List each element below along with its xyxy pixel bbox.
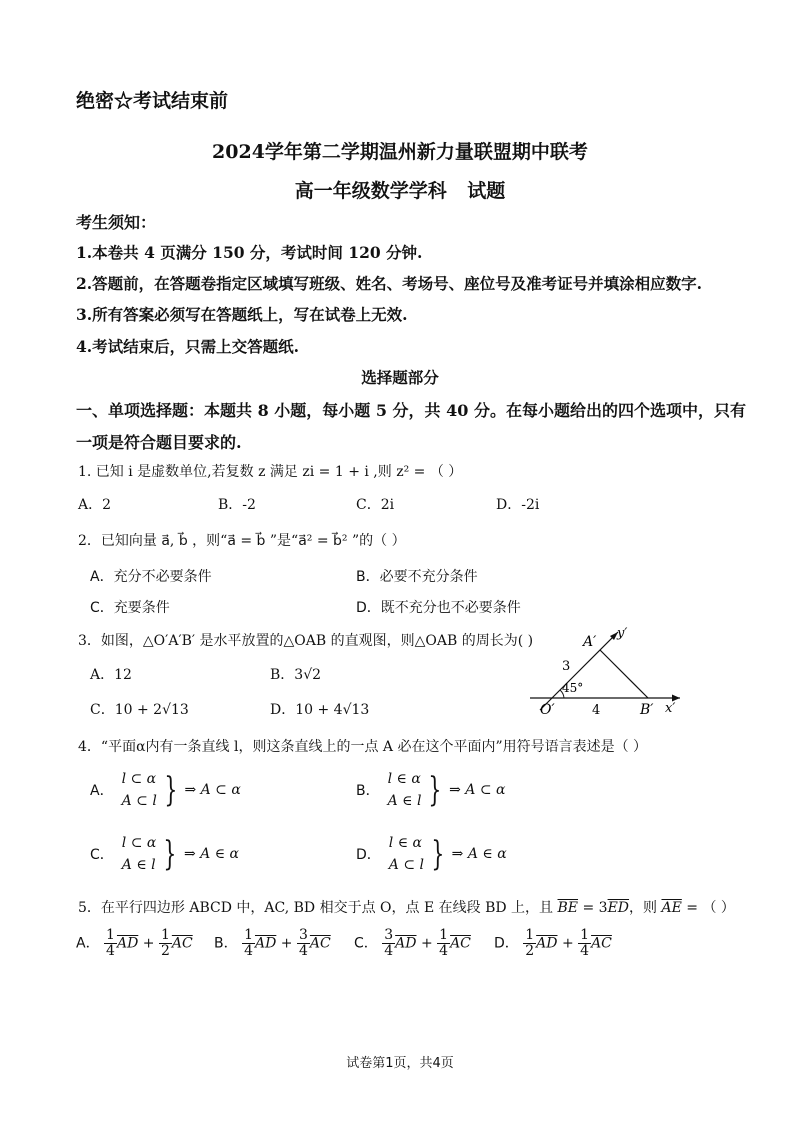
q4-option-b-label: B． (356, 783, 380, 799)
notice-item-1: 1.本卷共 4 页满分 150 分，考试时间 120 分钟. (76, 243, 423, 262)
q5-option-a-coef2: $\frac{1}{2}$ (160, 927, 170, 959)
q4-option-b-bottom: A ∈ l (387, 793, 422, 809)
part1-instruction-line1: 一、单项选择题：本题共 8 小题，每小题 5 分，共 40 分。在每小题给出的四个选项中，只有 (76, 401, 746, 420)
q3-figure (520, 620, 690, 720)
q3-option-d: D．10 + 4√13 (270, 702, 370, 718)
q5-option-d-coef2: $\frac{1}{4}$ (580, 927, 590, 959)
notice-item-4: 4.考试结束后，只需上交答题纸. (76, 337, 300, 356)
section-title: 选择题部分 (361, 368, 439, 387)
q4-option-a-result: ⇒ A ⊂ α (184, 782, 241, 798)
q5-option-d-vec2: $\overline{AC}$ (591, 935, 612, 952)
q5-stem (78, 897, 735, 917)
q4-option-a (90, 768, 241, 812)
q5-option-c-label: C． (354, 935, 378, 952)
q4-option-b-result: ⇒ A ⊂ α (449, 782, 506, 798)
q4-option-d-result: ⇒ A ∈ α (451, 846, 507, 862)
confidential-mark: 绝密☆考试结束前 (76, 90, 229, 112)
q5-option-a (76, 928, 193, 959)
q5-option-c (354, 928, 471, 959)
q5-option-b-coef2: $\frac{3}{4}$ (298, 927, 308, 959)
q4-option-c-top: l ⊂ α (121, 835, 157, 851)
q3-option-b: B．3√2 (270, 667, 322, 683)
q4-option-a-top: l ⊂ α (121, 771, 157, 787)
q4-option-c (90, 832, 239, 876)
q5-option-c-coef1: $\frac{3}{4}$ (384, 927, 394, 959)
exam-title: 2024学年第二学期温州新力量联盟期中联考 (212, 141, 588, 163)
page-footer: 试卷第1页，共4页 (346, 1056, 454, 1071)
q4-option-b-conditions (388, 768, 422, 812)
q1-option-c: C．2i (356, 497, 395, 513)
q4-option-a-conditions (122, 768, 157, 812)
q5-option-d-vec1: $\overline{AD}$ (536, 935, 558, 952)
q5-option-d-label: D． (494, 935, 519, 952)
q5-option-a-vec1: $\overline{AD}$ (116, 935, 139, 952)
label-angle: 45° (562, 681, 584, 695)
brace-icon: } (431, 834, 445, 874)
q2-option-b: B．必要不充分条件 (356, 569, 478, 585)
q5-option-c-plus: + (420, 935, 433, 952)
q5-vector-ed: $\overline{ED}$ (607, 900, 630, 916)
q4-option-a-bottom: A ⊂ l (121, 793, 157, 809)
q5-option-a-coef1: $\frac{1}{4}$ (106, 927, 115, 959)
q5-vector-be: $\overline{BE}$ (557, 900, 579, 916)
q2-stem: 2．已知向量 a⃗, b⃗ ，则“a⃗ = b⃗ ”是“a⃗² = b⃗² ”的（ ） (78, 533, 406, 549)
q4-option-d-bottom: A ⊂ l (388, 857, 424, 873)
q5-eq-mid: = 3 (578, 900, 608, 916)
q5-option-a-label: A． (76, 935, 100, 952)
q4-option-b (356, 768, 506, 812)
label-b: B′ (640, 702, 654, 718)
q5-option-c-vec1: $\overline{AD}$ (395, 935, 417, 952)
label-side-ob: 4 (592, 703, 601, 718)
q4-stem: 4．“平面α内有一条直线 l，则这条直线上的一点 A 必在这个平面内”用符号语言表述是（ ） (78, 739, 648, 755)
q5-option-b-vec2: $\overline{AC}$ (309, 935, 331, 952)
q2-option-a: A．充分不必要条件 (90, 569, 212, 585)
q5-option-d-coef1: $\frac{1}{2}$ (525, 927, 535, 959)
q4-option-c-label: C． (90, 847, 114, 863)
q5-option-b-vec1: $\overline{AD}$ (254, 935, 277, 952)
q4-option-c-conditions (122, 832, 157, 876)
label-y: y′ (617, 626, 628, 641)
q5-option-d (494, 928, 612, 959)
q3-option-c: C．10 + 2√13 (90, 702, 189, 718)
brace-icon: } (164, 770, 178, 810)
q5-option-b-plus: + (280, 935, 293, 952)
q2-option-d: D．既不充分也不必要条件 (356, 600, 521, 616)
q1-option-a: A．2 (78, 497, 112, 513)
notice-item-2: 2.答题前，在答题卷指定区域填写班级、姓名、考场号、座位号及准考证号并填涂相应数字. (76, 274, 703, 293)
side-ab (600, 650, 648, 698)
brace-icon: } (163, 834, 177, 874)
q5-option-b-label: B． (214, 935, 238, 952)
q5-stem-post: = （ ） (681, 900, 735, 916)
q1-option-d: D．-2i (496, 497, 540, 513)
q5-option-d-plus: + (561, 935, 574, 952)
q5-stem-mid: ，则 (629, 900, 658, 916)
label-o: O′ (540, 702, 555, 718)
q4-option-c-bottom: A ∈ l (121, 857, 156, 873)
q4-option-c-result: ⇒ A ∈ α (183, 846, 239, 862)
q4-option-a-label: A． (90, 783, 114, 799)
q1-option-b: B．-2 (218, 497, 256, 513)
q3-option-a: A．12 (90, 667, 132, 683)
label-x: x′ (665, 701, 676, 716)
q2-option-c: C．充要条件 (90, 600, 170, 616)
label-a: A′ (583, 634, 597, 650)
q1-stem: 1. 已知 i 是虚数单位,若复数 z 满足 zi = 1 + i ,则 z² = （ ） (78, 464, 463, 480)
q5-vector-ae: $\overline{AE}$ (661, 900, 682, 916)
q5-stem-pre: 5．在平行四边形 ABCD 中，AC, BD 相交于点 O，点 E 在线段 BD 上，且 (78, 900, 554, 916)
label-side-oa: 3 (562, 659, 571, 674)
q5-option-b-coef1: $\frac{1}{4}$ (244, 927, 253, 959)
q5-option-b (214, 928, 331, 959)
q4-option-d (356, 832, 507, 876)
q4-option-b-top: l ∈ α (387, 771, 421, 787)
brace-icon: } (428, 770, 442, 810)
notice-heading: 考生须知： (76, 213, 157, 232)
notice-item-3: 3.所有答案必须写在答题纸上，写在试卷上无效. (76, 305, 408, 324)
q5-option-c-coef2: $\frac{1}{4}$ (439, 927, 449, 959)
exam-subtitle: 高一年级数学学科 试题 (294, 180, 506, 202)
q5-option-a-vec2: $\overline{AC}$ (171, 935, 193, 952)
part1-instruction-line2: 一项是符合题目要求的. (76, 433, 242, 452)
q4-option-d-top: l ∈ α (388, 835, 422, 851)
q4-option-d-conditions (389, 832, 424, 876)
q3-stem: 3．如图，△O′A′B′ 是水平放置的△OAB 的直观图，则△OAB 的周长为( ) (78, 633, 534, 649)
q5-option-a-plus: + (142, 935, 155, 952)
q4-option-d-label: D． (356, 847, 381, 863)
q5-option-c-vec2: $\overline{AC}$ (450, 935, 471, 952)
